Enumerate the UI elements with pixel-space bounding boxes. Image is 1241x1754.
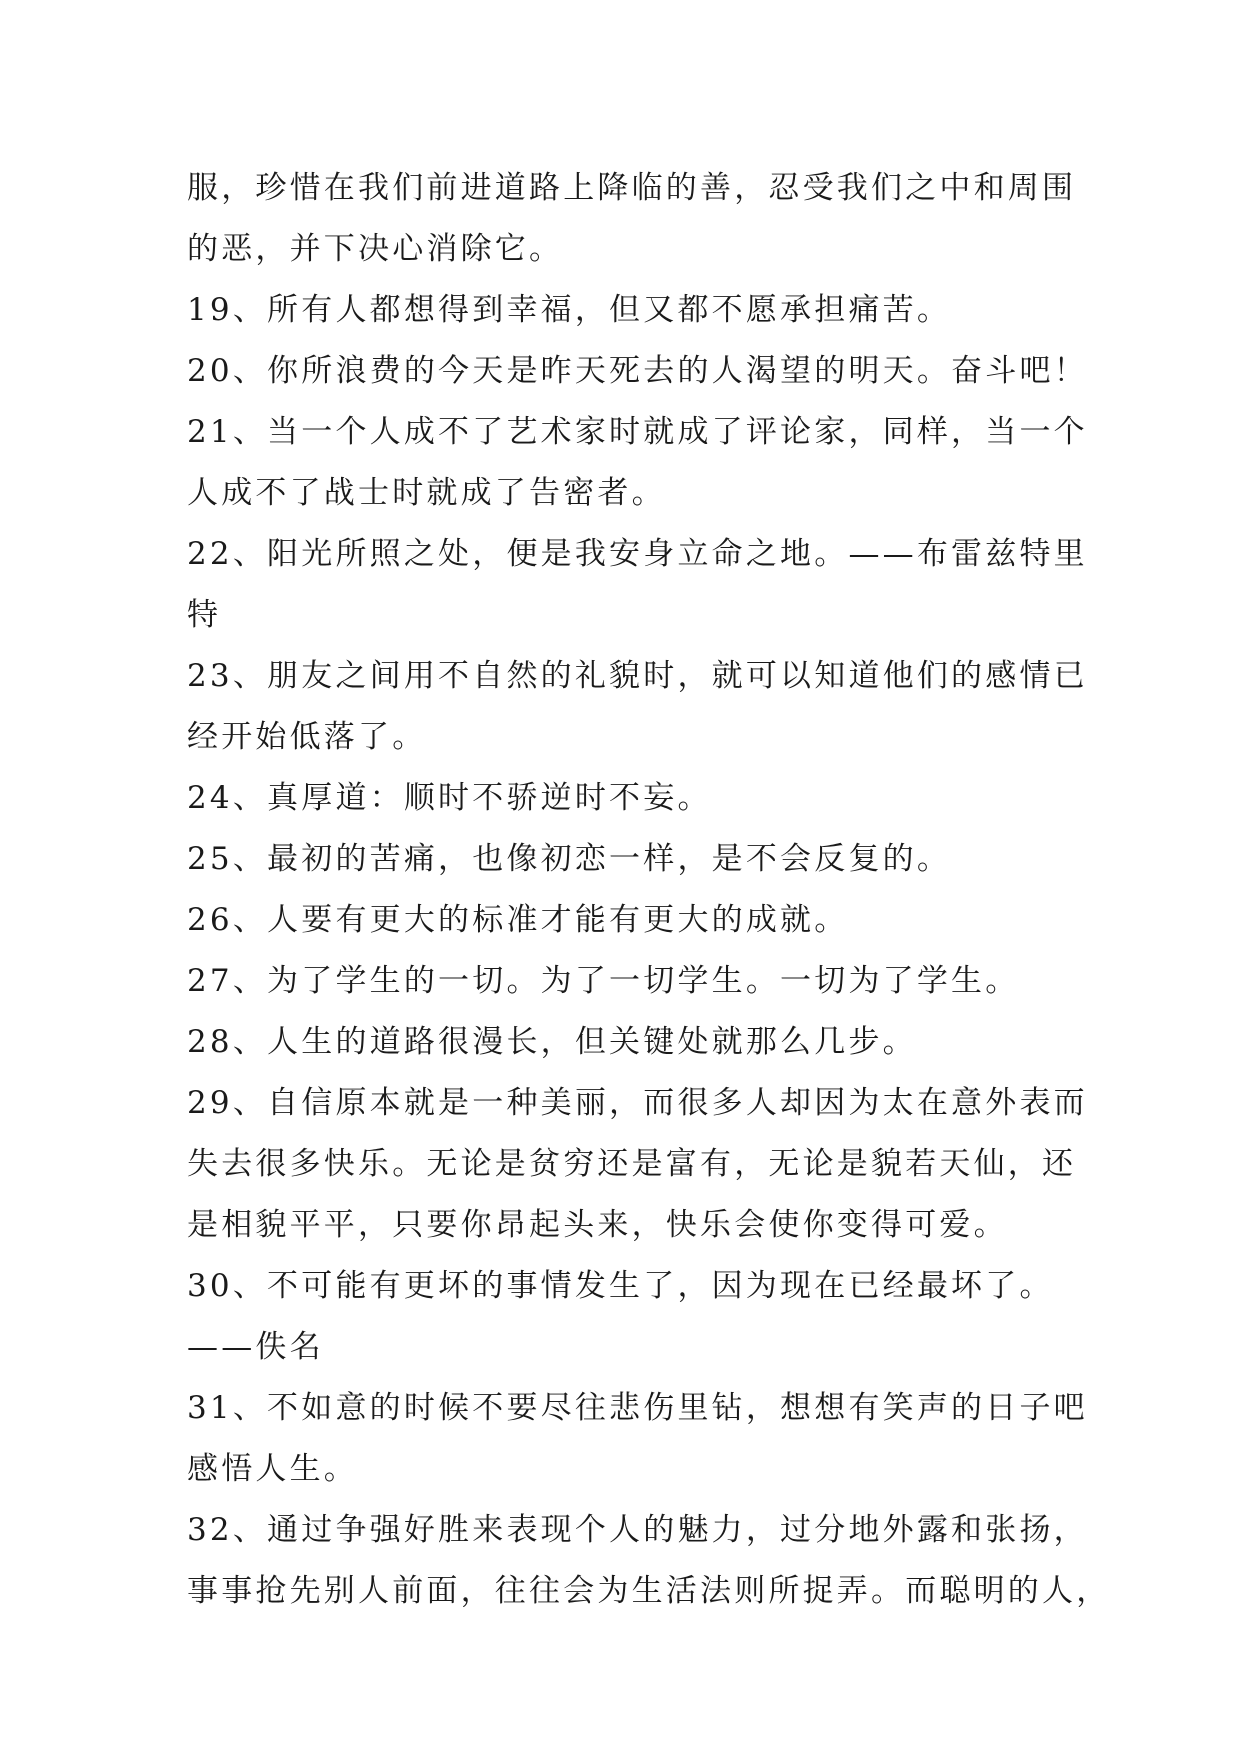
text-line: 29、自信原本就是一种美丽，而很多人却因为太在意外表而 xyxy=(187,1085,1088,1121)
text-line: 25、最初的苦痛，也像初恋一样，是不会反复的。 xyxy=(187,841,952,877)
text-line: 特 xyxy=(187,597,222,633)
text-line: 32、通过争强好胜来表现个人的魅力，过分地外露和张扬， xyxy=(187,1512,1088,1548)
text-line: 经开始低落了。 xyxy=(187,719,427,755)
text-line: 的恶，并下决心消除它。 xyxy=(187,231,564,267)
text-line: 26、人要有更大的标准才能有更大的成就。 xyxy=(187,902,849,938)
document-body xyxy=(187,158,1111,1622)
text-line: 19、所有人都想得到幸福，但又都不愿承担痛苦。 xyxy=(187,292,952,328)
text-line: 24、真厚道：顺时不骄逆时不妄。 xyxy=(187,780,712,816)
text-line: ——佚名 xyxy=(187,1329,324,1365)
text-line: 失去很多快乐。无论是贫穷还是富有，无论是貌若天仙，还 xyxy=(187,1146,1077,1182)
text-line: 31、不如意的时候不要尽往悲伤里钻，想想有笑声的日子吧 xyxy=(187,1390,1088,1426)
text-line: 22、阳光所照之处，便是我安身立命之地。——布雷兹特里 xyxy=(187,536,1088,572)
text-line: 23、朋友之间用不自然的礼貌时，就可以知道他们的感情已 xyxy=(187,658,1088,694)
text-line: 服，珍惜在我们前进道路上降临的善，忍受我们之中和周围 xyxy=(187,170,1077,206)
text-line: 感悟人生。 xyxy=(187,1451,358,1487)
text-line: 21、当一个人成不了艺术家时就成了评论家，同样，当一个 xyxy=(187,414,1088,450)
text-line: 事事抢先别人前面，往往会为生活法则所捉弄。而聪明的人， xyxy=(187,1573,1111,1609)
text-line: 27、为了学生的一切。为了一切学生。一切为了学生。 xyxy=(187,963,1020,999)
text-line: 28、人生的道路很漫长，但关键处就那么几步。 xyxy=(187,1024,917,1060)
text-line: 是相貌平平，只要你昂起头来，快乐会使你变得可爱。 xyxy=(187,1207,1008,1243)
text-line: 人成不了战士时就成了告密者。 xyxy=(187,475,666,511)
text-line: 20、你所浪费的今天是昨天死去的人渴望的明天。奋斗吧！ xyxy=(187,353,1088,389)
text-line: 30、不可能有更坏的事情发生了，因为现在已经最坏了。 xyxy=(187,1268,1054,1304)
